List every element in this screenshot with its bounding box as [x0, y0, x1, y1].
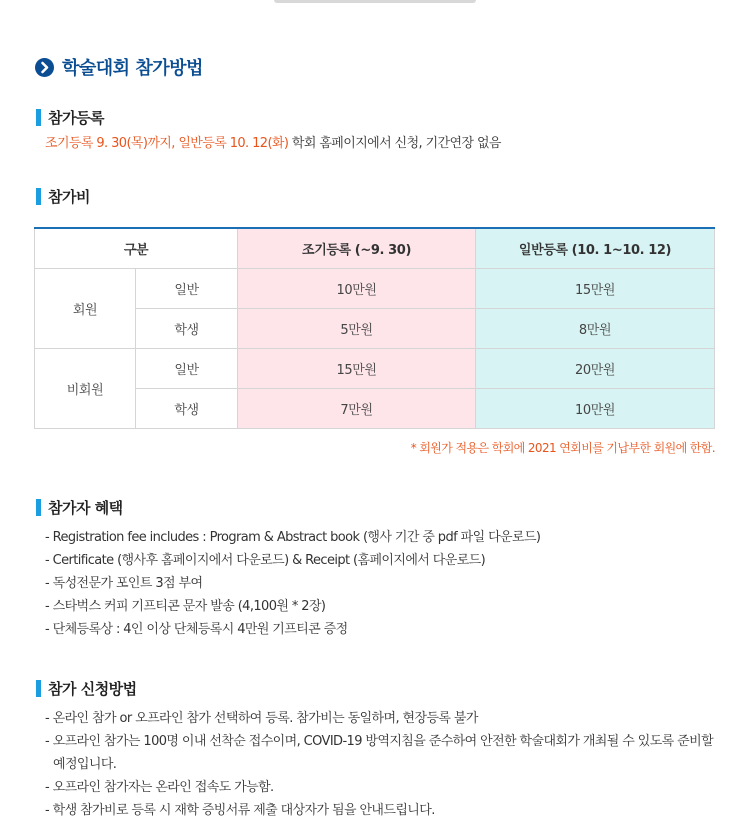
regular-fee: 8만원 — [476, 309, 715, 349]
list-item: - 스타벅스 커피 기프티콘 문자 발송 (4,100원 * 2장) — [45, 599, 326, 614]
fee-note: * 회원가 적용은 학회에 2021 연회비를 기납부한 회원에 한함. — [410, 441, 715, 455]
list-item: - 오프라인 참가자는 온라인 접속도 가능함. — [45, 780, 274, 795]
main-title — [35, 52, 203, 82]
registration-deadline: 조기등록 9. 30(목)까지, 일반등록 10. 12(화) — [45, 136, 289, 151]
header-early: 조기등록 (~9. 30) — [238, 228, 476, 269]
benefits-list — [45, 526, 540, 641]
header-regular: 일반등록 (10. 1~10. 12) — [476, 228, 715, 269]
section-heading-text: 참가비 — [48, 187, 90, 206]
row-type: 일반 — [136, 269, 238, 309]
fee-table — [34, 227, 715, 429]
section-heading-text: 참가등록 — [48, 108, 104, 127]
table-row — [35, 269, 715, 309]
group-nonmember: 비회원 — [35, 349, 136, 429]
section-heading-registration — [36, 107, 104, 127]
list-item: - Registration fee includes : Program & Abstract book (행사 기간 중 pdf 파일 다운로드) — [45, 530, 541, 545]
row-type: 일반 — [136, 349, 238, 389]
top-tab-indicator — [274, 0, 476, 3]
regular-fee: 20만원 — [476, 349, 715, 389]
list-item: - 오프라인 참가는 100명 이내 선착순 접수이며, COVID-19 방역지침을 준수하여 안전한 학술대회가 개최될 수 있도록 준비할 — [45, 734, 714, 749]
list-item: - 독성전문가 포인트 3점 부여 — [45, 576, 203, 591]
chevron-circle-right-icon — [35, 58, 54, 77]
section-heading-text: 참가자 혜택 — [48, 498, 123, 517]
list-item: - 온라인 참가 or 오프라인 참가 선택하여 등록. 참가비는 동일하며, 현장등록 불가 — [45, 711, 478, 726]
early-fee: 5만원 — [238, 309, 476, 349]
section-bar — [36, 499, 41, 516]
table-row — [35, 389, 715, 429]
application-list — [45, 707, 713, 822]
early-fee: 15만원 — [238, 349, 476, 389]
row-type: 학생 — [136, 309, 238, 349]
early-fee: 10만원 — [238, 269, 476, 309]
continuation-text: 예정입니다. — [53, 757, 117, 772]
list-item: - 학생 참가비로 등록 시 재학 증빙서류 제출 대상자가 됨을 안내드립니다. — [45, 803, 435, 818]
row-type: 학생 — [136, 389, 238, 429]
list-item-continuation — [45, 753, 713, 776]
list-item: - 단체등록상 : 4인 이상 단체등록시 4만원 기프티콘 증정 — [45, 622, 348, 637]
section-heading-text: 참가 신청방법 — [48, 679, 137, 698]
regular-fee: 15만원 — [476, 269, 715, 309]
section-heading-fee — [36, 186, 90, 206]
list-item: - Certificate (행사후 홈페이지에서 다운로드) & Receipt (홈페이지에서 다운로드) — [45, 553, 486, 568]
section-bar — [36, 109, 41, 126]
header-category: 구분 — [35, 228, 238, 269]
registration-description: 학회 홈페이지에서 신청, 기간연장 없음 — [288, 136, 501, 151]
table-header-row — [35, 228, 715, 269]
section-heading-benefits — [36, 497, 123, 517]
section-heading-application — [36, 678, 137, 698]
group-member: 회원 — [35, 269, 136, 349]
registration-deadline-line — [45, 132, 501, 151]
table-row — [35, 309, 715, 349]
main-title-text: 학술대회 참가방법 — [62, 58, 203, 79]
section-bar — [36, 188, 41, 205]
regular-fee: 10만원 — [476, 389, 715, 429]
section-bar — [36, 680, 41, 697]
early-fee: 7만원 — [238, 389, 476, 429]
table-row — [35, 349, 715, 389]
